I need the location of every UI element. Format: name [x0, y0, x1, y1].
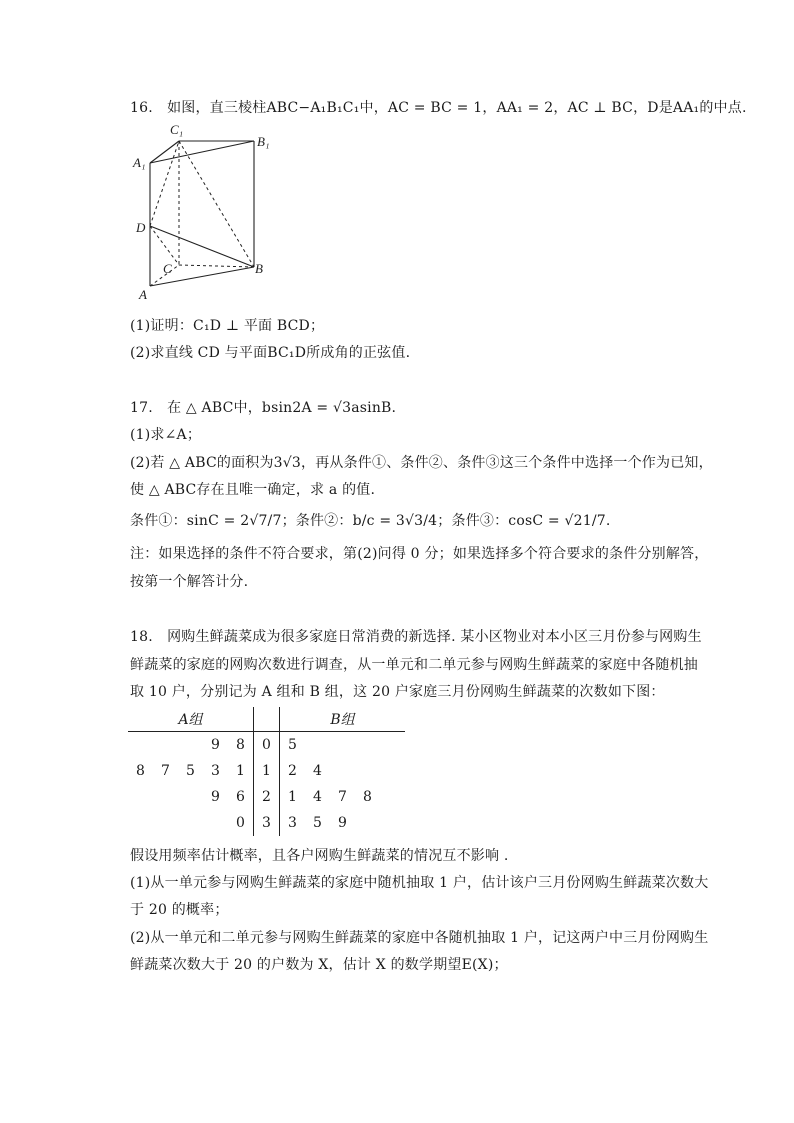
q17-statement: 17. 在 △ ABC中，bsin2A = √3asinB. [130, 400, 397, 416]
stem-cell: 0 [254, 732, 280, 759]
q16-part2: (2)求直线 CD 与平面BC₁D所成角的正弦值. [130, 345, 411, 361]
label-d: D [136, 220, 146, 235]
q17-part1: (1)求∠A； [130, 427, 202, 443]
stem-leaf-table [128, 707, 405, 836]
edge-cb-hidden [179, 265, 254, 267]
table-row: 9 6 2 1 4 7 8 [128, 784, 405, 810]
stem-cell: 3 [254, 810, 280, 836]
q18-part1-line2: 于 20 的概率； [130, 902, 229, 918]
label-b1: B₁ [257, 134, 270, 149]
label-a1: A₁ [133, 155, 146, 170]
stem-cell: 1 [254, 758, 280, 784]
table-row: 0 3 3 5 9 [128, 810, 405, 836]
header-group-a: A组 [128, 707, 254, 732]
table-row: 9 8 0 5 [128, 732, 405, 759]
label-b: B [255, 261, 263, 276]
stem-cell: 2 [254, 784, 280, 810]
edge-dc1-hidden [150, 141, 179, 226]
q17-conditions: 条件①：sinC = 2√7/7；条件②：b/c = 3√3/4；条件③：cosC = √21/7. [130, 513, 611, 529]
q18-assumption: 假设用频率估计概率，且各户网购生鲜蔬菜的情况互不影响 . [130, 848, 509, 864]
q18-statement-line2: 鲜蔬菜的家庭的网购次数进行调查，从一单元和二单元参与网购生鲜蔬菜的家庭中各随机抽 [130, 657, 698, 673]
edge-c1b-hidden [179, 141, 254, 267]
q18-part1-line1: (1)从一单元参与网购生鲜蔬菜的家庭中随机抽取 1 户，估计该户三月份网购生鲜蔬菜次数大 [130, 875, 709, 891]
q18-part2-line1: (2)从一单元和二单元参与网购生鲜蔬菜的家庭中各随机抽取 1 户，记这两户中三月份网购生 [130, 930, 709, 946]
q17-part2-line2: 使 △ ABC存在且唯一确定，求 a 的值. [130, 482, 376, 498]
q17-note-line2: 按第一个解答计分. [130, 574, 249, 590]
q18-statement-line1: 18. 网购生鲜蔬菜成为很多家庭日常消费的新选择. 某小区物业对本小区三月份参与网购生 [130, 629, 702, 645]
label-c1: C₁ [170, 122, 184, 137]
q18-statement-line3: 取 10 户，分别记为 A 组和 B 组，这 20 户家庭三月份网购生鲜蔬菜的次数如下图： [130, 684, 665, 700]
prism-diagram [130, 122, 280, 304]
label-c: C [163, 261, 172, 276]
q18-part2-line2: 鲜蔬菜次数大于 20 的户数为 X，估计 X 的数学期望E(X)； [130, 957, 508, 973]
label-a: A [139, 287, 147, 302]
q17-part2-line1: (2)若 △ ABC的面积为3√3，再从条件①、条件②、条件③这三个条件中选择一个作为已知， [130, 455, 713, 471]
header-stem [254, 707, 280, 732]
table-row: 8 7 5 3 1 1 2 4 [128, 758, 405, 784]
q17-note-line1: 注：如果选择的条件不符合要求，第(2)问得 0 分；如果选择多个符合要求的条件分别解答， [130, 546, 709, 562]
header-group-b: B组 [280, 707, 406, 732]
q16-part1: (1)证明：C₁D ⊥ 平面 BCD； [130, 318, 325, 334]
q16-statement: 16. 如图，直三棱柱ABC−A₁B₁C₁中，AC = BC = 1，AA₁ = 2，AC ⊥ BC，D是AA₁的中点. [130, 100, 747, 116]
edge-a1b1 [150, 141, 254, 163]
